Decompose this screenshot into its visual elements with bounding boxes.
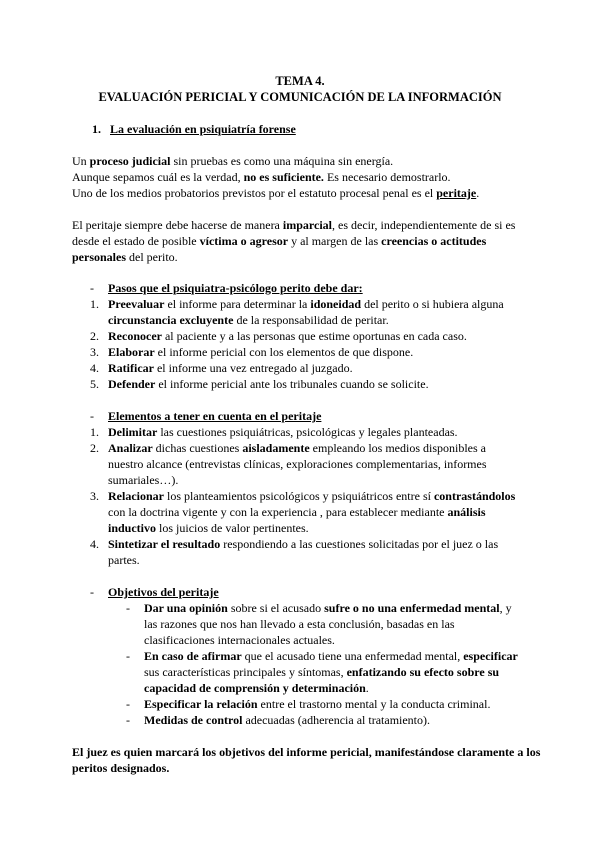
objectives-list: [90, 600, 520, 728]
steps-heading: - Pasos que el psiquiatra-psicólogo perito debe dar:: [90, 281, 363, 295]
list-item: 4. Sintetizar el resultado respondiendo a las cuestiones solicitadas por el juez o las partes.: [90, 537, 499, 567]
impartiality-paragraph: El peritaje siempre debe hacerse de manera imparcial, es decir, independientemente de si es desde el estado de posible víctima o agresor y al margen de las creencias o actitudes personales del perito.: [72, 218, 516, 264]
page-title: EVALUACIÓN PERICIAL Y COMUNICACIÓN DE LA INFORMACIÓN: [98, 90, 502, 104]
elements-heading: - Elementos a tener en cuenta en el peritaje: [90, 409, 322, 423]
intro-line: Uno de los medios probatorios previstos por el estatuto procesal penal es el peritaje.: [72, 186, 480, 200]
steps-list: [90, 296, 520, 392]
list-item: - Especificar la relación entre el trastorno mental y la conducta criminal.: [126, 697, 491, 711]
list-item: - Medidas de control adecuadas (adherencia al tratamiento).: [126, 713, 431, 727]
list-item: 5. Defender el informe pericial ante los tribunales cuando se solicite.: [90, 377, 429, 391]
elements-block: [90, 408, 520, 568]
steps-block: [90, 280, 520, 392]
list-item: 3. Elaborar el informe pericial con los elementos de que dispone.: [90, 345, 414, 359]
list-item: 1. Delimitar las cuestiones psiquiátricas, psicológicas y legales planteadas.: [90, 425, 458, 439]
section-label: La evaluación en psiquiatría forense: [110, 122, 296, 136]
intro-line: Un proceso judicial sin pruebas es como una máquina sin energía.: [72, 154, 394, 168]
list-item: - En caso de afirmar que el acusado tiene una enfermedad mental, especificar sus características principales y síntomas, enfatizando su efecto sobre su capacidad de comprensión y determinación.: [126, 649, 518, 695]
list-item: 3. Relacionar los planteamientos psicológicos y psiquiátricos entre sí contrastándolos con la doctrina vigente y con la experiencia , para establecer mediante análisis inductivo los juicios de valor pertinentes.: [90, 489, 516, 535]
list-item: 4. Ratificar el informe una vez entregado al juzgado.: [90, 361, 353, 375]
list-item: 1. Preevaluar el informe para determinar la idoneidad del perito o si hubiera alguna circunstancia excluyente de la responsabilidad de peritar.: [90, 297, 504, 327]
closing-statement: El juez es quien marcará los objetivos del informe pericial, manifestándose claramente a los peritos designados.: [72, 745, 541, 775]
list-item: - Dar una opinión sobre si el acusado sufre o no una enfermedad mental, y las razones que nos han llevado a esta conclusión, basadas en las clasificaciones internacionales actuales.: [126, 601, 512, 647]
objectives-heading: - Objetivos del peritaje: [90, 585, 219, 599]
topic-number: TEMA 4.: [275, 74, 325, 88]
list-item: 2. Reconocer al paciente y a las personas que estime oportunas en cada caso.: [90, 329, 467, 343]
intro-paragraph: [72, 153, 542, 201]
list-item: 2. Analizar dichas cuestiones aisladamente empleando los medios disponibles a nuestro alcance (entrevistas clínicas, exploraciones complementarias, informes sumariales…).: [90, 441, 487, 487]
section-heading: [92, 121, 296, 137]
elements-list: [90, 424, 520, 568]
objectives-block: [90, 584, 520, 728]
section-number: 1.: [92, 122, 101, 136]
intro-line: Aunque sepamos cuál es la verdad, no es suficiente. Es necesario demostrarlo.: [72, 170, 451, 184]
